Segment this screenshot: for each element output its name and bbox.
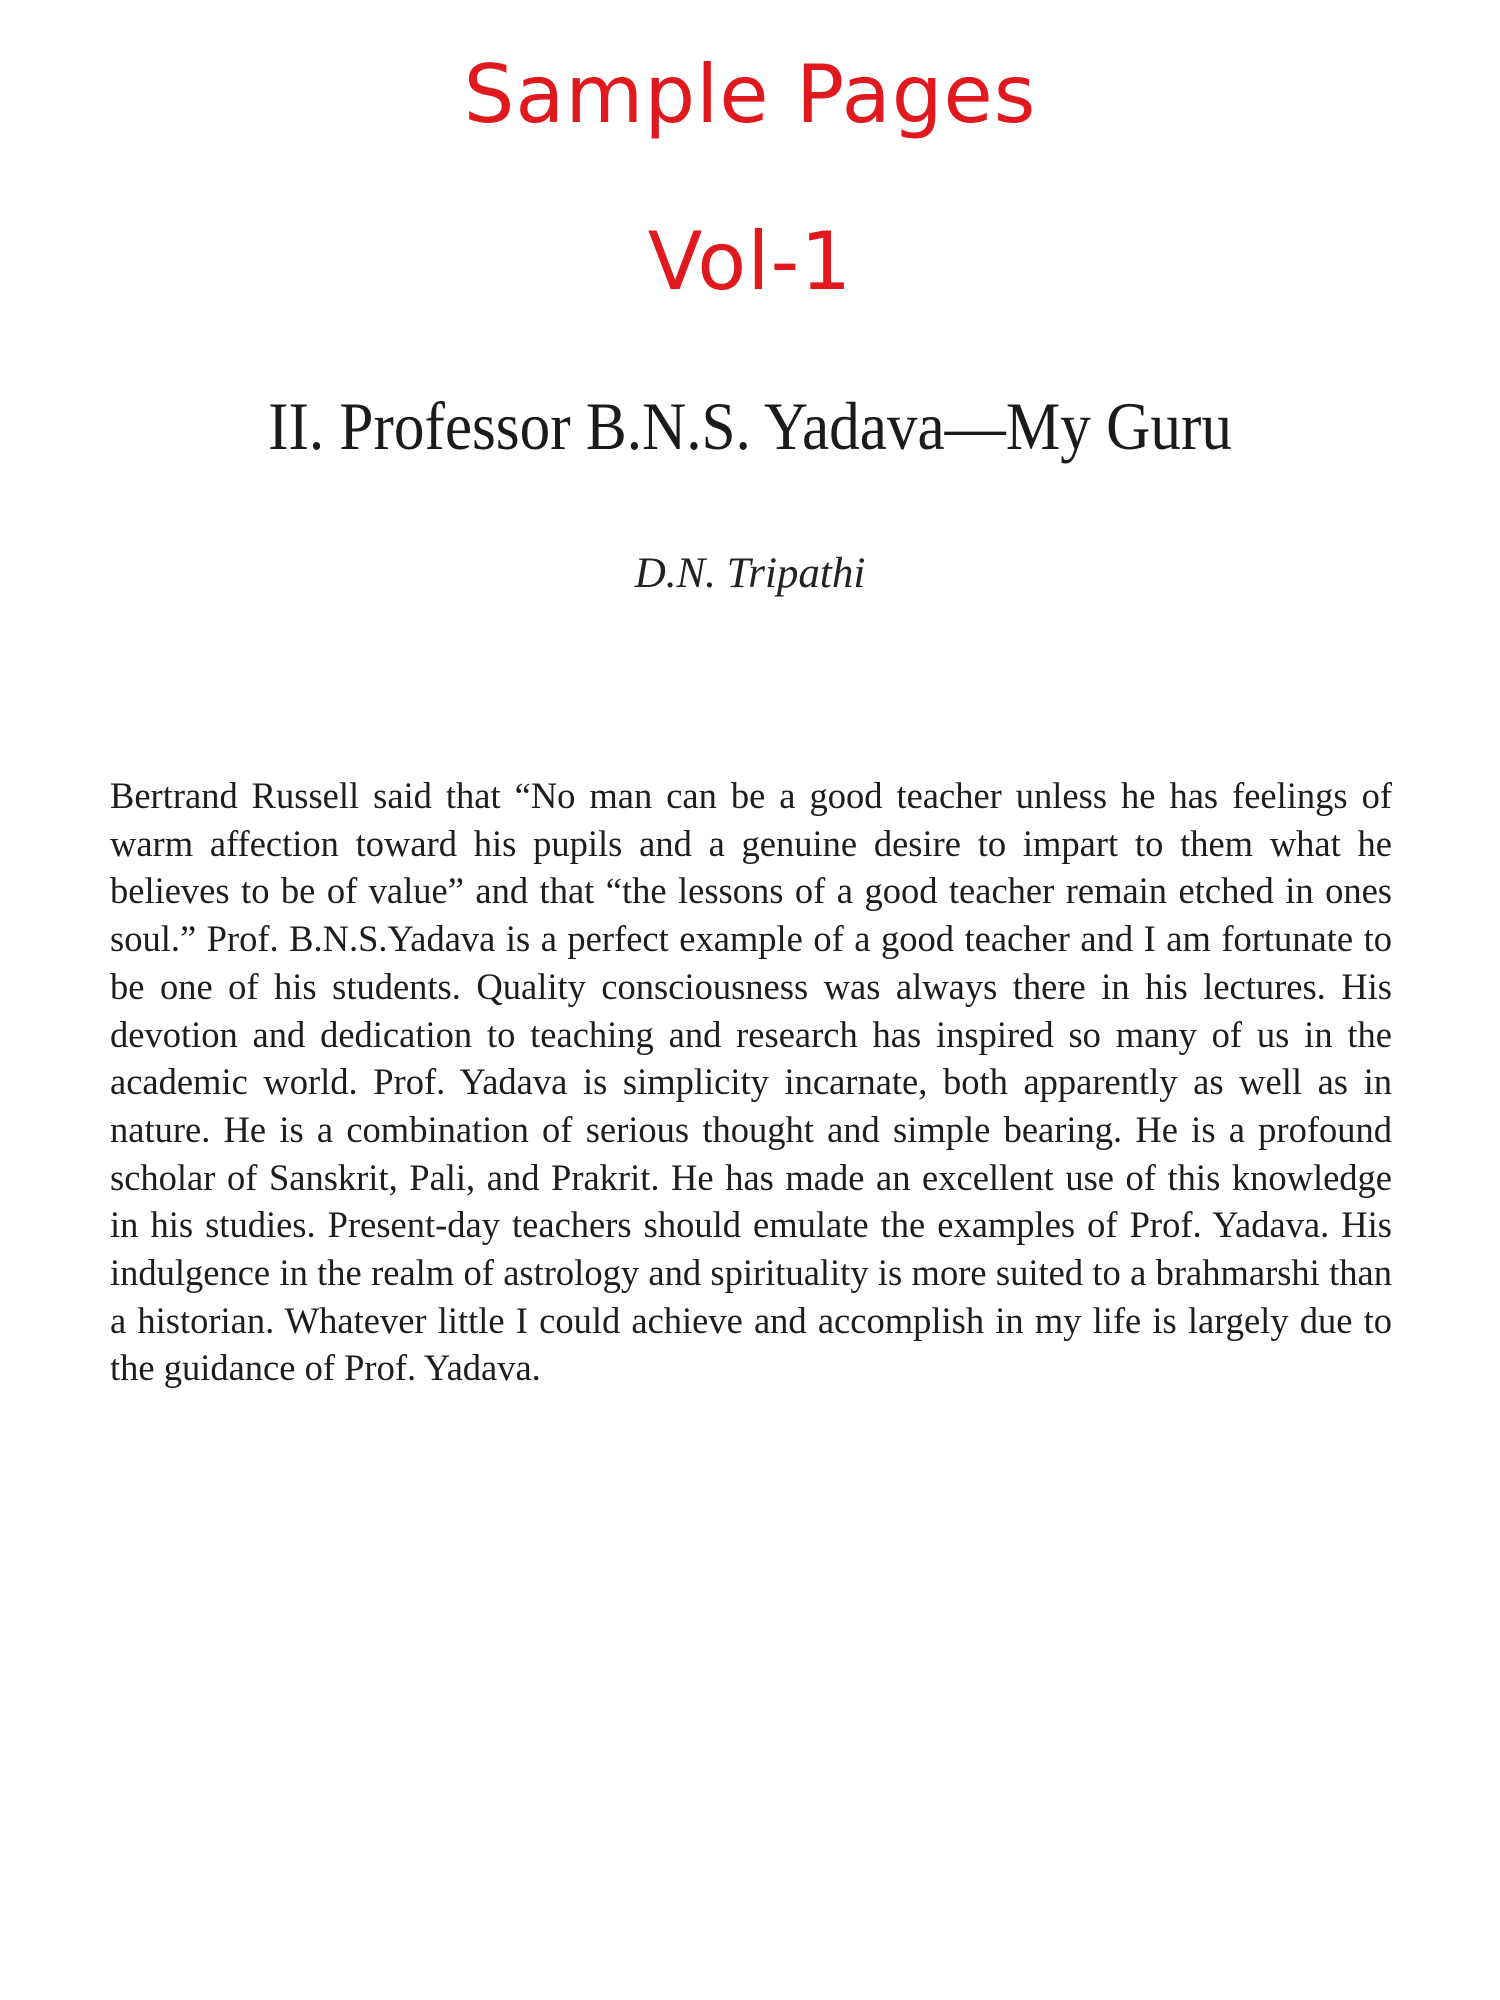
- chapter-title: II. Professor B.N.S. Yadava—My Guru: [268, 388, 1232, 464]
- sample-pages-banner: Sample Pages: [463, 48, 1037, 141]
- author-name: D.N. Tripathi: [634, 550, 866, 597]
- volume-label: Vol-1: [647, 215, 853, 308]
- body-paragraph: Bertrand Russell said that “No man can be a good teacher unless he has feelings of warm affection toward his pupils and a genuine desire to impart to them what he believes to be of value” and that “the lessons of a good teacher remain etched in ones soul.” Prof. B.N.S.Yadava is a perfect example of a good teacher and I am fortunate to be one of his students. Quality consciousness was always there in his lectures. His devotion and dedication to teaching and research has inspired so many of us in the academic world. Prof. Yadava is simplicity incarnate, both apparently as well as in nature. He is a combination of serious thought and simple bearing. He is a profound scholar of Sanskrit, Pali, and Prakrit. He has made an excellent use of this knowledge in his studies. Present-day teachers should emulate the examples of Prof. Yadava. His indulgence in the realm of astrology and spirituality is more suited to a brahmarshi than a historian. Whatever little I could achieve and accomplish in my life is largely due to the guidance of Prof. Yadava.: [110, 775, 1392, 1389]
